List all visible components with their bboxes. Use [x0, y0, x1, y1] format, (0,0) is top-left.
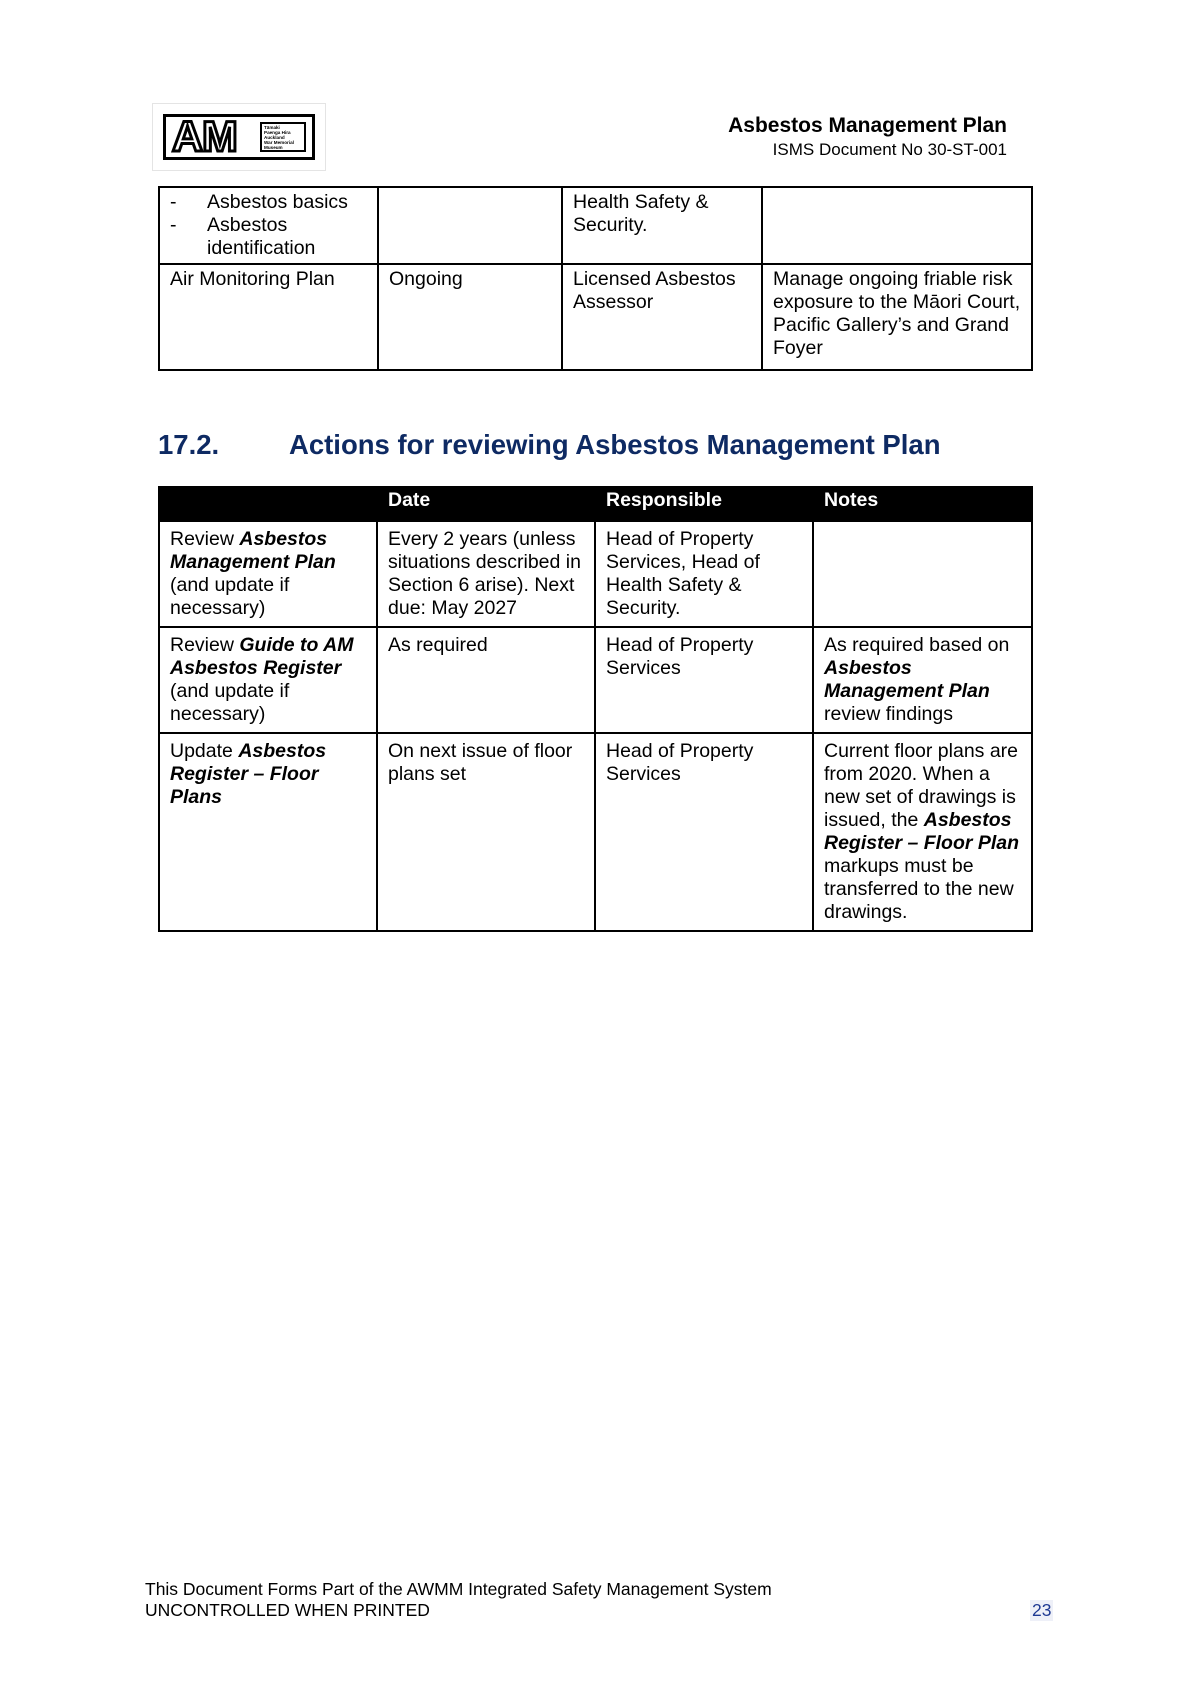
training-table-continued: [158, 186, 1033, 371]
action-text: (and update if necessary): [170, 574, 290, 619]
section-heading: [158, 428, 941, 462]
table-cell: [762, 187, 1032, 264]
notes-text: review findings: [824, 703, 953, 725]
table-cell: Air Monitoring Plan: [159, 264, 378, 370]
footer-statement: This Document Forms Part of the AWMM Integrated Safety Management System: [145, 1579, 772, 1599]
notes-cell: [813, 627, 1032, 733]
table-row: [159, 187, 1032, 264]
table-row: [159, 733, 1032, 931]
notes-cell: [813, 521, 1032, 627]
table-cell: Health Safety & Security.: [562, 187, 762, 264]
column-header: [159, 487, 377, 521]
action-text: Review: [170, 528, 240, 550]
notes-text: Current floor plans are from 2020. When a new set of drawings is issued, the: [824, 740, 1019, 831]
section-title: Actions for reviewing Asbestos Management Plan: [289, 429, 941, 460]
table-row: [159, 627, 1032, 733]
table-cell: [159, 187, 378, 264]
table-cell: Manage ongoing friable risk exposure to the Māori Court, Pacific Gallery’s and Grand Foyer: [762, 264, 1032, 370]
action-cell: [159, 627, 377, 733]
responsible-cell: Head of Property Services: [595, 627, 813, 733]
notes-text: markups must be transferred to the new drawings.: [824, 855, 1014, 923]
page-number: 23: [1032, 1600, 1052, 1620]
document-name: Asbestos Register – Floor Plan: [824, 809, 1020, 854]
document-name: Asbestos Management Plan: [824, 657, 990, 702]
column-header: Notes: [813, 487, 1032, 521]
logo-mark: [163, 114, 315, 160]
document-name: Guide to AM Asbestos Register: [170, 634, 354, 679]
responsible-cell: Head of Property Services, Head of Health Safety & Security.: [595, 521, 813, 627]
section-number: 17.2.: [158, 429, 220, 460]
logo-line: Tāmaki: [264, 125, 280, 130]
action-text: (and update if necessary): [170, 680, 290, 725]
document-number: ISMS Document No 30-ST-001: [772, 140, 1007, 159]
date-cell: As required: [377, 627, 595, 733]
date-cell: Every 2 years (unless situations described in Section 6 arise). Next due: May 2027: [377, 521, 595, 627]
table-cell: Licensed Asbestos Assessor: [562, 264, 762, 370]
logo-line: Museum: [264, 145, 283, 150]
action-cell: [159, 733, 377, 931]
column-header: Date: [377, 487, 595, 521]
logo-letters: AM: [172, 113, 237, 161]
date-cell: On next issue of floor plans set: [377, 733, 595, 931]
logo-text-box: [260, 122, 306, 152]
logo-line: Auckland: [264, 135, 285, 140]
action-text: Update: [170, 740, 239, 762]
column-header: Responsible: [595, 487, 813, 521]
responsible-cell: Head of Property Services: [595, 733, 813, 931]
document-name: Asbestos Register – Floor Plans: [170, 740, 327, 808]
notes-text: As required based on: [824, 634, 1010, 656]
footer-uncontrolled: UNCONTROLLED WHEN PRINTED: [145, 1600, 430, 1620]
table-header-row: [159, 487, 1032, 521]
museum-logo: [152, 103, 326, 171]
table-cell: [378, 187, 562, 264]
action-cell: [159, 521, 377, 627]
table-row: [159, 264, 1032, 370]
table-row: [159, 521, 1032, 627]
action-text: Review: [170, 634, 240, 656]
training-topic-list: [160, 191, 367, 260]
notes-cell: [813, 733, 1032, 931]
review-actions-table: [158, 486, 1033, 932]
logo-line: Paenga Hira: [264, 130, 291, 135]
list-item: - Asbestos identification: [160, 214, 367, 260]
list-item: - Asbestos basics: [160, 191, 367, 214]
document-name: Asbestos Management Plan: [170, 528, 336, 573]
logo-line: War Memorial: [264, 140, 294, 145]
footer: [145, 1579, 772, 1621]
table-cell: Ongoing: [378, 264, 562, 370]
document-title: Asbestos Management Plan: [728, 114, 1007, 137]
